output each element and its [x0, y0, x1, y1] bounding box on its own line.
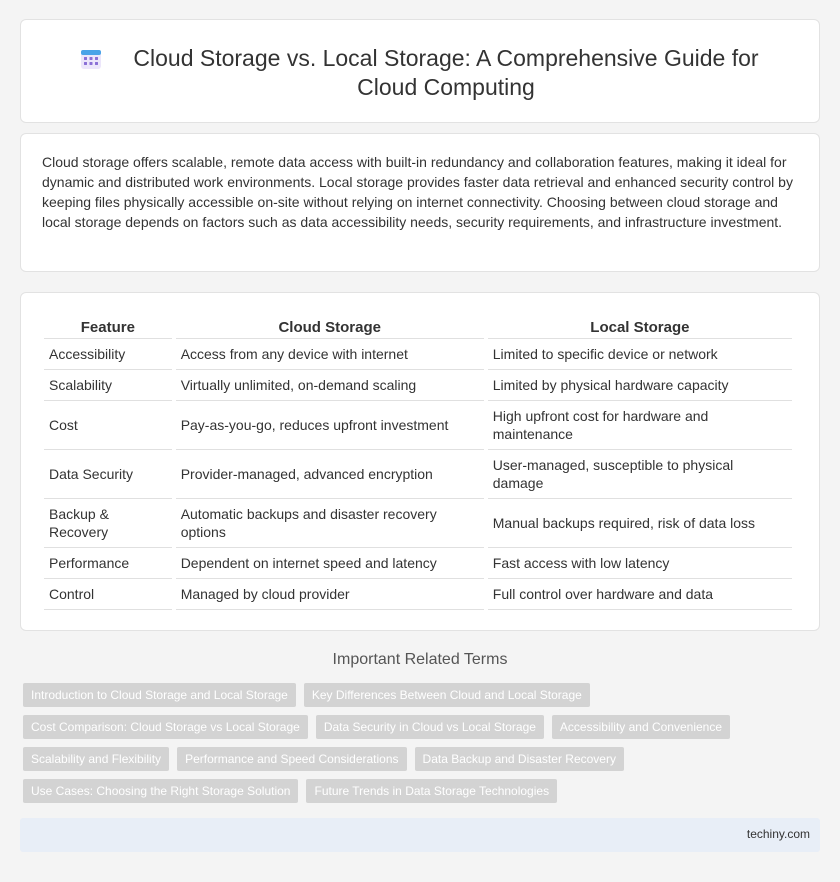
page-title: Cloud Storage vs. Local Storage: A Comprehensive Guide for Cloud Computing — [133, 45, 759, 100]
feature-cell: Backup & Recovery — [44, 499, 172, 548]
related-term-tag[interactable]: Accessibility and Convenience — [552, 715, 730, 739]
comparison-card — [20, 292, 820, 631]
feature-cell: Performance — [44, 548, 172, 579]
local-cell: User-managed, susceptible to physical damage — [488, 450, 792, 499]
feature-cell: Scalability — [44, 370, 172, 401]
header-card — [20, 19, 820, 123]
related-term-tag[interactable]: Future Trends in Data Storage Technologies — [306, 779, 557, 803]
header-cloud-storage: Cloud Storage — [176, 313, 484, 339]
local-cell: Full control over hardware and data — [488, 579, 792, 610]
feature-cell: Cost — [44, 401, 172, 450]
cloud-cell: Pay-as-you-go, reduces upfront investment — [176, 401, 484, 450]
table-row — [44, 450, 792, 499]
local-cell: Fast access with low latency — [488, 548, 792, 579]
related-terms-list — [23, 683, 823, 811]
table-row — [44, 370, 792, 401]
cloud-cell: Provider-managed, advanced encryption — [176, 450, 484, 499]
footer-site-link[interactable]: techiny.com — [746, 827, 810, 841]
header-local-storage: Local Storage — [488, 313, 792, 339]
intro-card — [20, 133, 820, 272]
local-cell: Limited to specific device or network — [488, 339, 792, 370]
local-cell: High upfront cost for hardware and maintenance — [488, 401, 792, 450]
header-feature: Feature — [44, 313, 172, 339]
related-term-tag[interactable]: Use Cases: Choosing the Right Storage Solution — [23, 779, 298, 803]
cloud-cell: Dependent on internet speed and latency — [176, 548, 484, 579]
table-row — [44, 339, 792, 370]
related-term-tag[interactable]: Introduction to Cloud Storage and Local Storage — [23, 683, 296, 707]
feature-cell: Accessibility — [44, 339, 172, 370]
feature-cell: Data Security — [44, 450, 172, 499]
table-row — [44, 401, 792, 450]
feature-cell: Control — [44, 579, 172, 610]
related-term-tag[interactable]: Performance and Speed Considerations — [177, 747, 406, 771]
related-term-tag[interactable]: Cost Comparison: Cloud Storage vs Local Storage — [23, 715, 308, 739]
comparison-table — [40, 313, 796, 610]
intro-paragraph: Cloud storage offers scalable, remote data access with built-in redundancy and collaboration features, making it ideal for dynamic and distributed work environments. Local storage provides faster data retrieval and enhanced security control by keeping files physically accessible on-site without relying on internet connectivity. Choosing between cloud storage and local storage depends on factors such as data accessibility needs, security requirements, and infrastructure investment. — [42, 154, 793, 230]
related-term-tag[interactable]: Scalability and Flexibility — [23, 747, 169, 771]
table-row — [44, 548, 792, 579]
table-row — [44, 499, 792, 548]
related-terms-heading: Important Related Terms — [332, 651, 508, 668]
table-row — [44, 579, 792, 610]
calendar-icon — [79, 47, 103, 71]
cloud-cell: Virtually unlimited, on-demand scaling — [176, 370, 484, 401]
cloud-cell: Automatic backups and disaster recovery options — [176, 499, 484, 548]
footer — [20, 818, 820, 852]
related-term-tag[interactable]: Key Differences Between Cloud and Local Storage — [304, 683, 590, 707]
related-term-tag[interactable]: Data Backup and Disaster Recovery — [415, 747, 624, 771]
related-term-tag[interactable]: Data Security in Cloud vs Local Storage — [316, 715, 544, 739]
cloud-cell: Access from any device with internet — [176, 339, 484, 370]
local-cell: Manual backups required, risk of data loss — [488, 499, 792, 548]
cloud-cell: Managed by cloud provider — [176, 579, 484, 610]
local-cell: Limited by physical hardware capacity — [488, 370, 792, 401]
